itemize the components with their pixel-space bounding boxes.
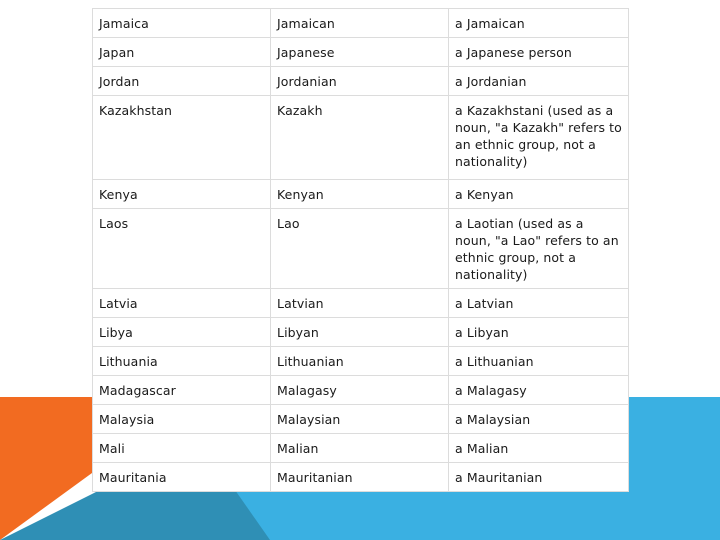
- country-cell: Madagascar: [93, 376, 271, 405]
- table-row: [93, 463, 629, 492]
- country-cell: Mauritania: [93, 463, 271, 492]
- nationality-table: [92, 8, 629, 492]
- adjective-cell: Libyan: [271, 318, 449, 347]
- adjective-cell: Kazakh: [271, 96, 449, 180]
- adjective-cell: Lithuanian: [271, 347, 449, 376]
- country-cell: Laos: [93, 209, 271, 289]
- country-cell: Malaysia: [93, 405, 271, 434]
- person-cell: a Jamaican: [449, 9, 629, 38]
- adjective-cell: Latvian: [271, 289, 449, 318]
- nationality-table-container: [92, 8, 628, 492]
- country-cell: Kazakhstan: [93, 96, 271, 180]
- adjective-cell: Malagasy: [271, 376, 449, 405]
- adjective-cell: Malaysian: [271, 405, 449, 434]
- table-row: [93, 38, 629, 67]
- person-cell: a Laotian (used as a noun, "a Lao" refers to an ethnic group, not a nationality): [449, 209, 629, 289]
- adjective-cell: Malian: [271, 434, 449, 463]
- adjective-cell: Japanese: [271, 38, 449, 67]
- person-cell: a Kenyan: [449, 180, 629, 209]
- person-cell: a Mauritanian: [449, 463, 629, 492]
- country-cell: Lithuania: [93, 347, 271, 376]
- table-row: [93, 289, 629, 318]
- country-cell: Libya: [93, 318, 271, 347]
- table-row: [93, 209, 629, 289]
- person-cell: a Malian: [449, 434, 629, 463]
- adjective-cell: Jordanian: [271, 67, 449, 96]
- country-cell: Kenya: [93, 180, 271, 209]
- table-row: [93, 96, 629, 180]
- person-cell: a Japanese person: [449, 38, 629, 67]
- country-cell: Latvia: [93, 289, 271, 318]
- country-cell: Japan: [93, 38, 271, 67]
- table-row: [93, 67, 629, 96]
- country-cell: Mali: [93, 434, 271, 463]
- adjective-cell: Mauritanian: [271, 463, 449, 492]
- country-cell: Jamaica: [93, 9, 271, 38]
- table-row: [93, 180, 629, 209]
- adjective-cell: Jamaican: [271, 9, 449, 38]
- person-cell: a Jordanian: [449, 67, 629, 96]
- country-cell: Jordan: [93, 67, 271, 96]
- table-row: [93, 347, 629, 376]
- table-row: [93, 434, 629, 463]
- adjective-cell: Lao: [271, 209, 449, 289]
- person-cell: a Malaysian: [449, 405, 629, 434]
- table-row: [93, 405, 629, 434]
- person-cell: a Lithuanian: [449, 347, 629, 376]
- person-cell: a Kazakhstani (used as a noun, "a Kazakh" refers to an ethnic group, not a nationality): [449, 96, 629, 180]
- table-row: [93, 9, 629, 38]
- person-cell: a Malagasy: [449, 376, 629, 405]
- person-cell: a Libyan: [449, 318, 629, 347]
- adjective-cell: Kenyan: [271, 180, 449, 209]
- table-row: [93, 376, 629, 405]
- table-row: [93, 318, 629, 347]
- person-cell: a Latvian: [449, 289, 629, 318]
